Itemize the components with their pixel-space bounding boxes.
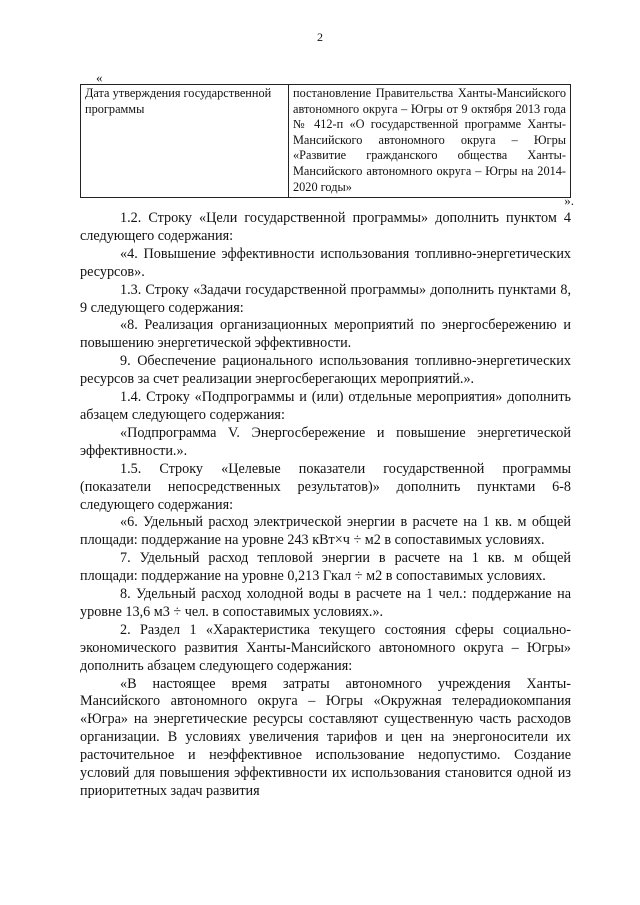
table-cell-value: постановление Правительства Ханты-Мансийского автономного округа – Югры от 9 октября 2013 года № 412-п «О государственной программе Ханты-Мансийского автономного округа – Югры «Развитие гражданского общества Ханты-Мансийского автономного округа – Югры на 2014-2020 годы»	[289, 85, 571, 198]
paragraph: «6. Удельный расход электрической энергии в расчете на 1 кв. м общей площади: поддержание на уровне 243 кВт×ч ÷ м2 в сопоставимых условиях.	[80, 514, 571, 549]
paragraph: «В настоящее время затраты автономного учреждения Ханты-Мансийского автономного округа – Югры «Окружная телерадиокомпания «Югра» на энергетические ресурсы составляют существенную часть расходов организации. В условиях увеличения тарифов и цен на энергоносители их расточительное и неэффективное использование недопустимо. Создание условий для повышения эффективности их использования становится одной из приоритетных задач развития	[80, 675, 571, 799]
paragraph: «4. Повышение эффективности использования топливно-энергетических ресурсов».	[80, 245, 571, 280]
page-number: 2	[317, 30, 323, 44]
paragraph: «Подпрограмма V. Энергосбережение и повышение энергетической эффективности.».	[80, 424, 571, 459]
paragraph: 7. Удельный расход тепловой энергии в расчете на 1 кв. м общей площади: поддержание на уровне 0,213 Гкал ÷ м2 в сопоставимых условиях.	[80, 550, 571, 585]
table-cell-label: Дата утверждения государственной программы	[81, 85, 289, 198]
paragraph: 1.2. Строку «Цели государственной программы» дополнить пунктом 4 следующего содержания:	[80, 210, 571, 244]
opening-quote: «	[96, 70, 103, 85]
closing-quote: ».	[564, 193, 574, 208]
paragraph: 2. Раздел 1 «Характеристика текущего состояния сферы социально-экономического развития Ханты-Мансийского автономного округа – Югры» дополнить абзацем следующего содержания:	[80, 621, 571, 674]
paragraph: 1.5. Строку «Целевые показатели государственной программы (показатели непосредственных результатов)» дополнить пунктами 6-8 следующего содержания:	[80, 460, 571, 513]
paragraph: 1.4. Строку «Подпрограммы и (или) отдельные мероприятия» дополнить абзацем следующего содержания:	[80, 389, 571, 423]
paragraph: 8. Удельный расход холодной воды в расчете на 1 чел.: поддержание на уровне 13,6 м3 ÷ чел. в сопоставимых условиях.».	[80, 586, 571, 620]
program-info-table	[80, 84, 571, 198]
document-body	[80, 210, 571, 801]
paragraph: 1.3. Строку «Задачи государственной программы» дополнить пунктами 8, 9 следующего содержания:	[80, 281, 571, 316]
paragraph: 9. Обеспечение рационального использования топливно-энергетических ресурсов за счет реализации энергосберегающих мероприятий.».	[80, 353, 571, 388]
paragraph: «8. Реализация организационных мероприятий по энергосбережению и повышению энергетической эффективности.	[80, 317, 571, 352]
table-row	[81, 85, 571, 198]
